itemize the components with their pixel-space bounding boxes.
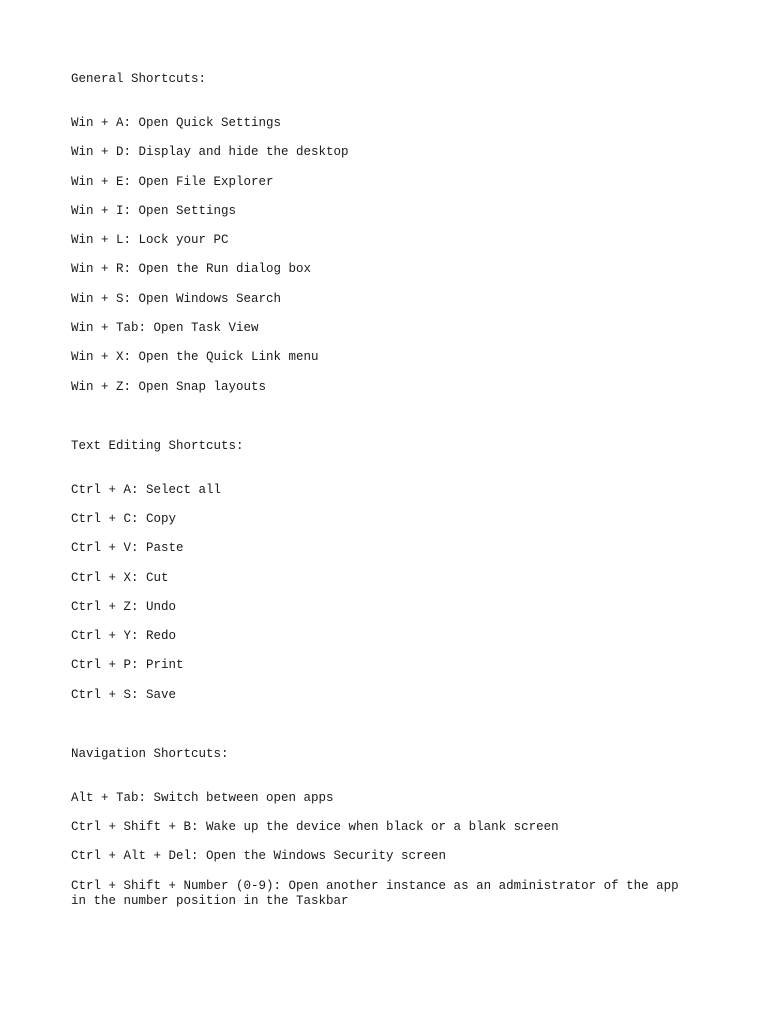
section-heading: Navigation Shortcuts: <box>71 746 229 761</box>
shortcut-item: Win + R: Open the Run dialog box <box>71 262 312 277</box>
shortcut-item: Ctrl + S: Save <box>71 687 177 702</box>
section-heading: Text Editing Shortcuts: <box>71 438 244 453</box>
navigation-shortcuts-section <box>71 747 711 909</box>
shortcut-item: Win + X: Open the Quick Link menu <box>71 350 319 365</box>
shortcut-item: Ctrl + C: Copy <box>71 511 177 526</box>
shortcut-item: Ctrl + Alt + Del: Open the Windows Security screen <box>71 849 447 864</box>
shortcut-list <box>71 791 711 909</box>
shortcut-list <box>71 483 711 703</box>
shortcut-item: Win + E: Open File Explorer <box>71 174 274 189</box>
shortcut-item: Win + A: Open Quick Settings <box>71 116 282 130</box>
shortcut-item: Win + Tab: Open Task View <box>71 321 259 336</box>
shortcut-item: Ctrl + Shift + Number (0-9): Open another instance as an administrator of the app in the number position in the Taskbar <box>71 878 679 908</box>
shortcut-item: Win + I: Open Settings <box>71 203 237 218</box>
shortcut-item: Ctrl + P: Print <box>71 658 184 673</box>
section-heading: General Shortcuts: <box>71 72 207 86</box>
shortcut-item: Win + D: Display and hide the desktop <box>71 145 349 160</box>
general-shortcuts-section <box>71 72 711 395</box>
shortcut-item: Ctrl + X: Cut <box>71 570 169 585</box>
shortcut-list <box>71 116 711 395</box>
shortcut-item: Ctrl + V: Paste <box>71 541 184 556</box>
text-editing-shortcuts-section <box>71 439 711 703</box>
shortcut-item: Ctrl + Shift + B: Wake up the device when black or a blank screen <box>71 820 559 835</box>
shortcut-item: Ctrl + Z: Undo <box>71 599 177 614</box>
shortcut-item: Win + L: Lock your PC <box>71 233 229 248</box>
document-page <box>71 72 711 909</box>
shortcut-item: Alt + Tab: Switch between open apps <box>71 790 334 805</box>
shortcut-item: Win + S: Open Windows Search <box>71 291 282 306</box>
shortcut-item: Ctrl + Y: Redo <box>71 629 177 644</box>
shortcut-item: Ctrl + A: Select all <box>71 482 222 497</box>
shortcut-item: Win + Z: Open Snap layouts <box>71 379 267 394</box>
